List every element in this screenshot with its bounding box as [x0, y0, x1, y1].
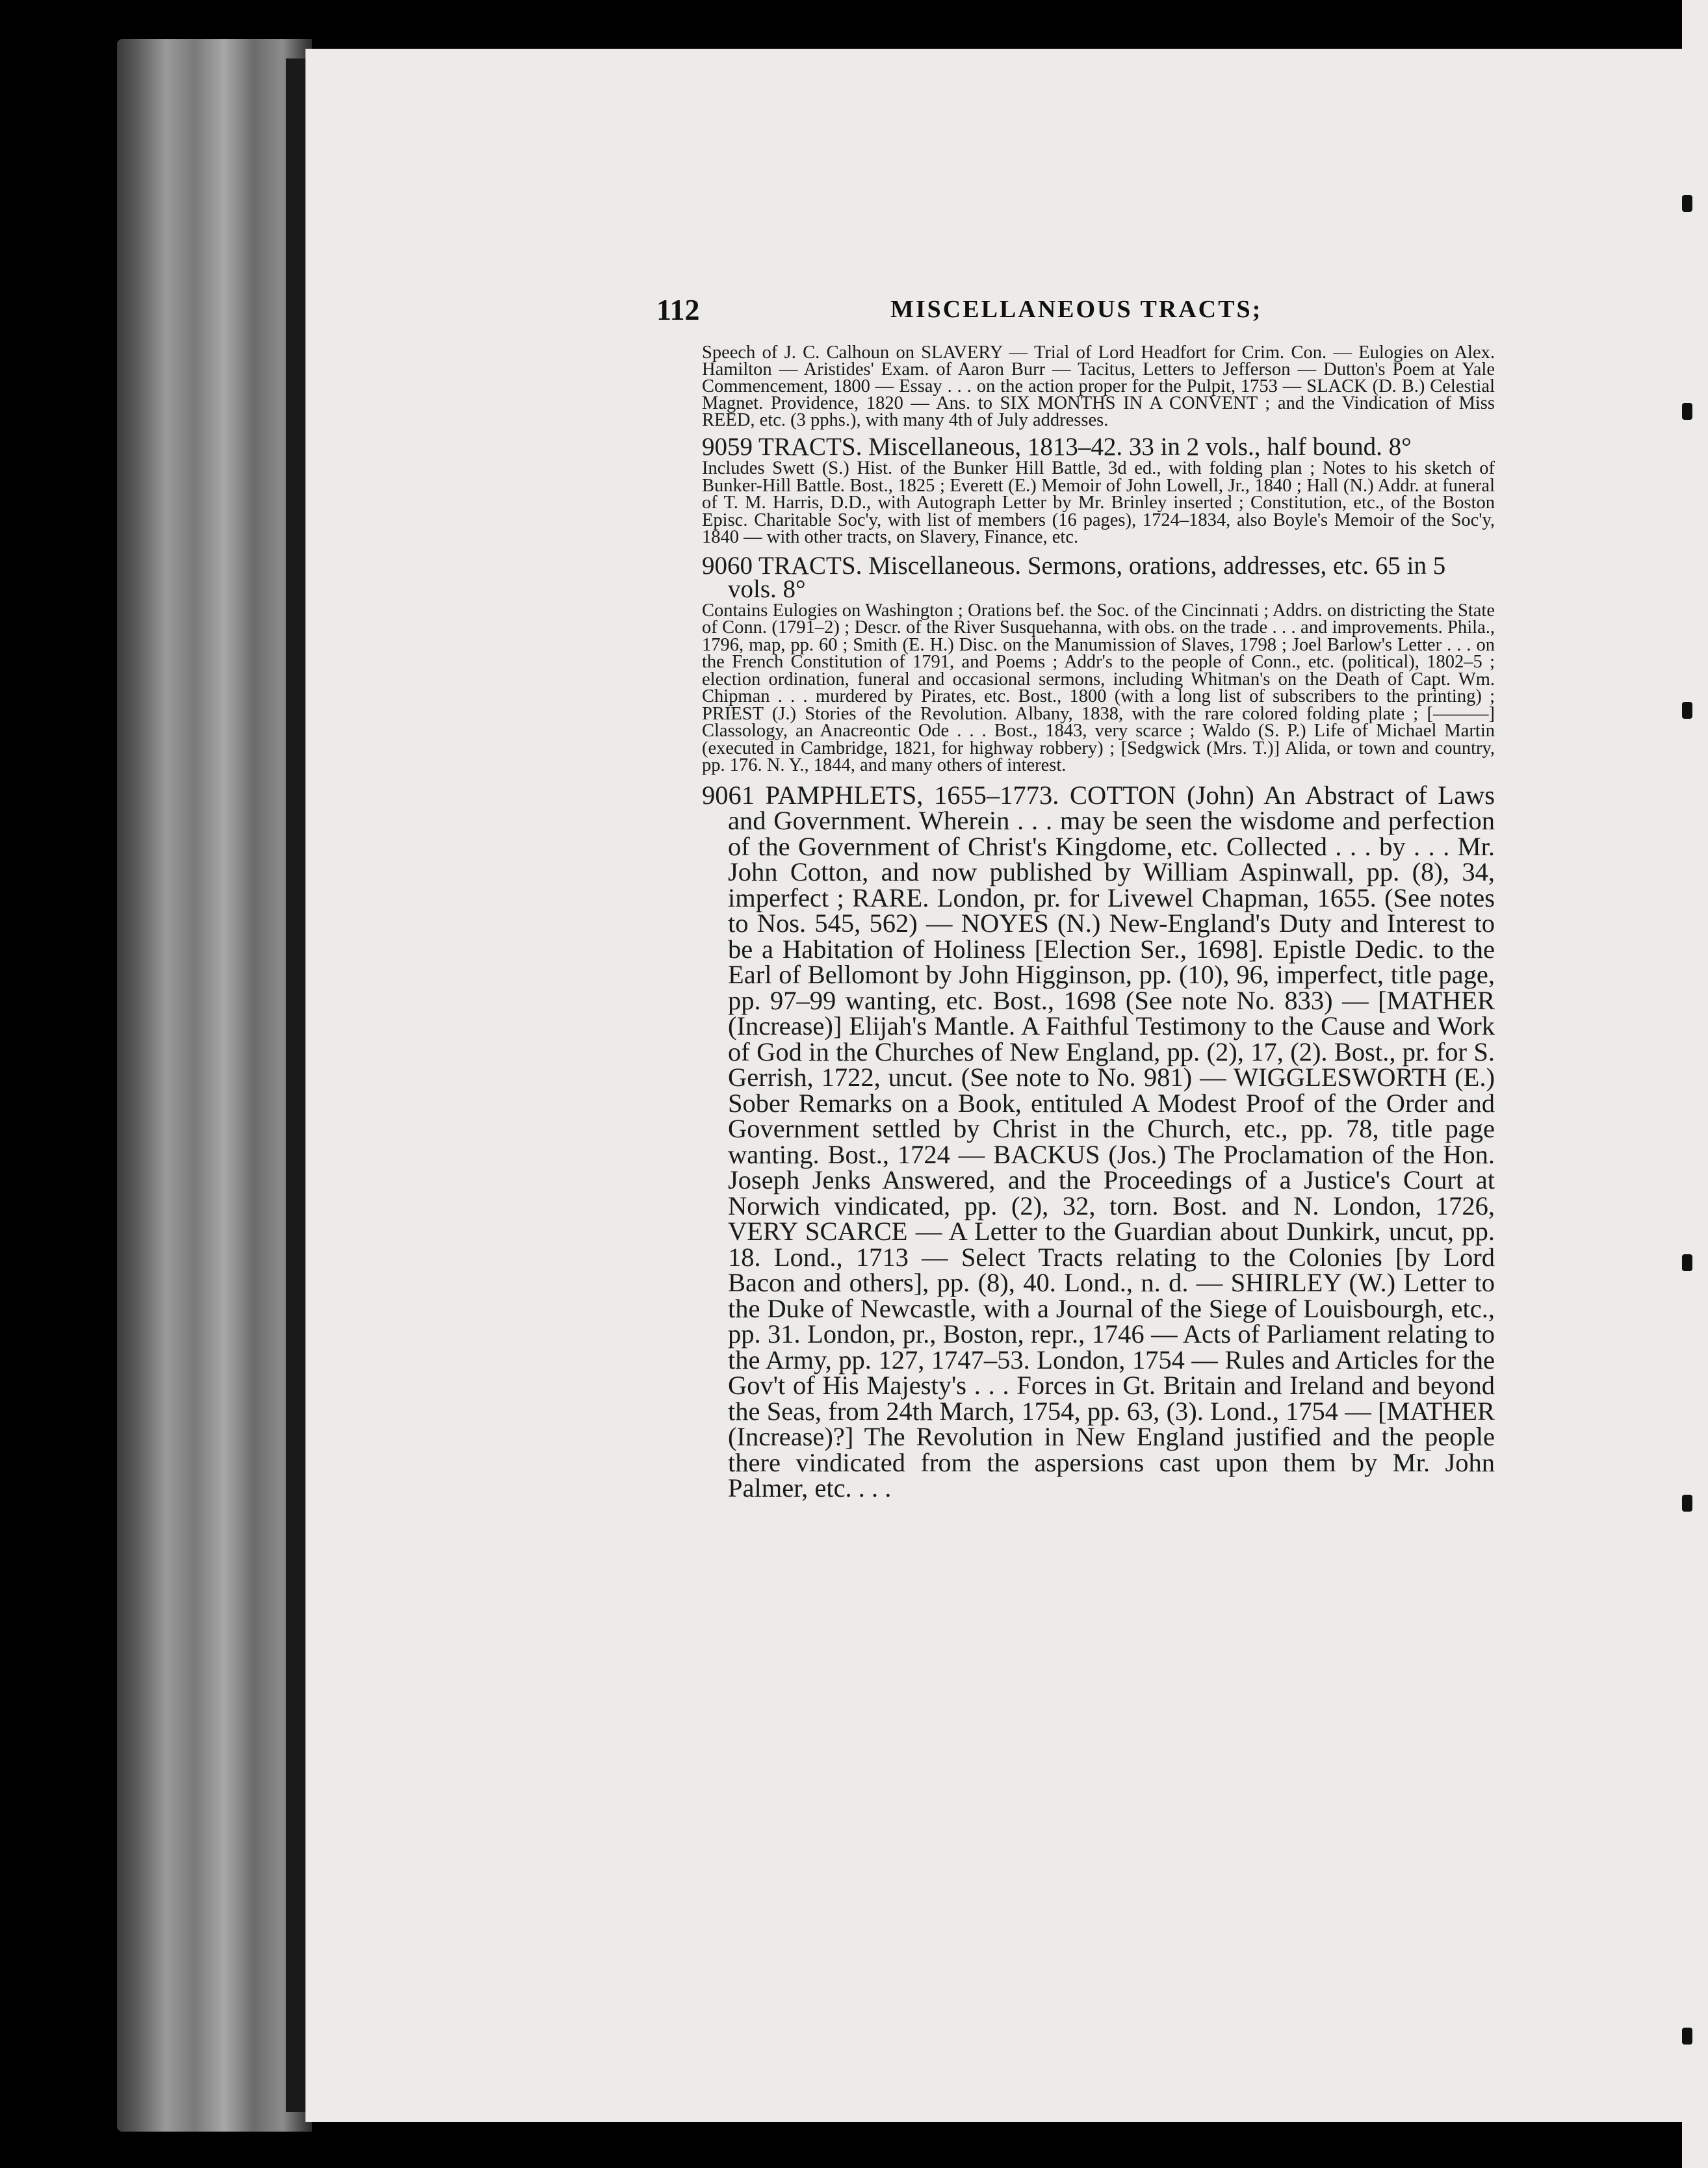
entry-description: Contains Eulogies on Washington ; Orations bef. the Soc. of the Cincinnati ; Addrs. on districting the State of Conn. (1791–2) ; Descr. of the River Susquehanna, with obs. on the trade . . . and improvements. Phila., 1796, map, pp. 60 ; Smith (E. H.) Disc. on the Manumission of Slaves, 1798 ; Joel Barlow's Letter . . . on the French Constitution of 1791, and Poems ; Addr's to the people of Conn., etc. (political), 1802–5 ; election ordination, funeral and occasional sermons, including Whitman's on the Death of Capt. Wm. Chipman . . . murdered by Pirates, etc. Bost., 1800 (with a long list of subscribers to the printing) ; PRIEST (J.) Stories of the Revolution. Albany, 1838, with the rare colored folding plate ; [———] Classology, an Anacreontic Ode . . . Bost., 1843, very scarce ; Waldo (S. P.) Life of Michael Martin (executed in Cambridge, 1821, for highway robbery) ; [Sedgwick (Mrs. T.)] Alida, or town and country, pp. 176. N. Y., 1844, and many others of interest. — [702, 600, 1495, 775]
page-number: 112 — [656, 293, 700, 326]
catalog-entry — [702, 435, 1495, 547]
right-page-edge — [1682, 0, 1708, 2168]
entry-body: COTTON (John) An Abstract of Laws and Government. Wherein . . . may be seen the wisdome and perfection of the Government of Christ's Kingdome, etc. Collected . . . by . . . Mr. John Cotton, and now published by William Aspinwall, pp. (8), 34, imperfect ; RARE. London, pr. for Livewel Chapman, 1655. (See notes to Nos. 545, 562) — NOYES (N.) New-England's Duty and Interest to be a Habitation of Holiness [Election Ser., 1698]. Epistle Dedic. to the Earl of Bellomont by John Higginson, pp. (10), 96, imperfect, title page, pp. 97–99 wanting, etc. Bost., 1698 (See note No. 833) — [MATHER (Increase)] Elijah's Mantle. A Faithful Testimony to the Cause and Work of God in the Churches of New England, pp. (2), 17, (2). Bost., pr. for S. Gerrish, 1722, uncut. (See note to No. 981) — WIGGLESWORTH (E.) Sober Remarks on a Book, entituled A Modest Proof of the Order and Government settled by Christ in the Church, etc., pp. 78, title page wanting. Bost., 1724 — BACKUS (Jos.) The Proclamation of the Hon. Joseph Jenks Answered, and the Proceedings of a Justice's Court at Norwich vindicated, pp. (2), 32, torn. Bost. and N. London, 1726, VERY SCARCE — A Letter to the Guardian about Dunkirk, uncut, pp. 18. Lond., 1713 — Select Tracts relating to the Colonies [by Lord Bacon and others], pp. (8), 40. Lond., n. d. — SHIRLEY (W.) Letter to the Duke of Newcastle, with a Journal of the Siege of Louisbourgh, etc., pp. 31. London, pr., Boston, repr., 1746 — Acts of Parliament relating to the Army, pp. 127, 1747–53. London, 1754 — Rules and Articles for the Gov't of His Majesty's . . . Forces in Gt. Britain and Ireland and beyond the Seas, from 24th March, 1754, pp. 63, (3). Lond., 1754 — [MATHER (Increase)?] The Revolution in New England justified and the people there vindicated from the aspersions cast upon them by Mr. John Palmer, etc. . . . — [728, 780, 1495, 1503]
page-body — [702, 344, 1495, 1509]
edge-mark — [1682, 2028, 1692, 2045]
page-stack-edge — [286, 58, 305, 2112]
entry-description: Includes Swett (S.) Hist. of the Bunker Hill Battle, 3d ed., with folding plan ; Notes to his sketch of Bunker-Hill Battle. Bost., 1825 ; Everett (E.) Memoir of John Lowell, Jr., 1840 ; Hall (N.) Addr. at funeral of T. M. Harris, D.D., with Autograph Letter by Mr. Brinley inserted ; Constitution, etc., of the Boston Episc. Charitable Soc'y, with list of members (16 pages), 1724–1834, also Boyle's Memoir of the Soc'y, 1840 — with other tracts, on Slavery, Finance, etc. — [702, 458, 1495, 547]
entry-heading — [702, 435, 1495, 459]
entry-title: PAMPHLETS, 1655–1773. — [765, 780, 1059, 810]
running-head: MISCELLANEOUS TRACTS; — [890, 296, 1263, 323]
edge-mark — [1682, 1254, 1692, 1271]
lot-number: 9061 — [702, 780, 755, 810]
page-header — [656, 292, 1378, 331]
page-stack — [117, 39, 312, 2132]
entry-heading — [702, 551, 1495, 603]
entry-title: TRACTS. Miscellaneous. Sermons, orations, addresses, etc. 65 in 5 vols. 8° — [728, 551, 1446, 603]
edge-mark — [1682, 195, 1692, 212]
entry-title: TRACTS. Miscellaneous, 1813–42. 33 in 2 vols., half bound. 8° — [758, 433, 1412, 461]
catalog-entry — [702, 551, 1495, 775]
edge-mark — [1682, 702, 1692, 719]
lot-number: 9059 — [702, 433, 753, 461]
continuation-paragraph: Speech of J. C. Calhoun on SLAVERY — Trial of Lord Headfort for Crim. Con. — Eulogies on Alex. Hamilton — Aristides' Exam. of Aaron Burr — Tacitus, Letters to Jefferson — Dutton's Poem at Yale Commencement, 1800 — Essay . . . on the action proper for the Pulpit, 1753 — SLACK (D. B.) Celestial Magnet. Providence, 1820 — Ans. to SIX MONTHS IN A CONVENT ; and the Vindication of Miss REED, etc. (3 pphs.), with many 4th of July addresses. — [702, 342, 1495, 430]
edge-mark — [1682, 1495, 1692, 1512]
edge-mark — [1682, 403, 1692, 420]
lot-number: 9060 — [702, 551, 753, 580]
catalog-entry — [702, 782, 1495, 1501]
entry-body-paragraph — [702, 782, 1495, 1501]
